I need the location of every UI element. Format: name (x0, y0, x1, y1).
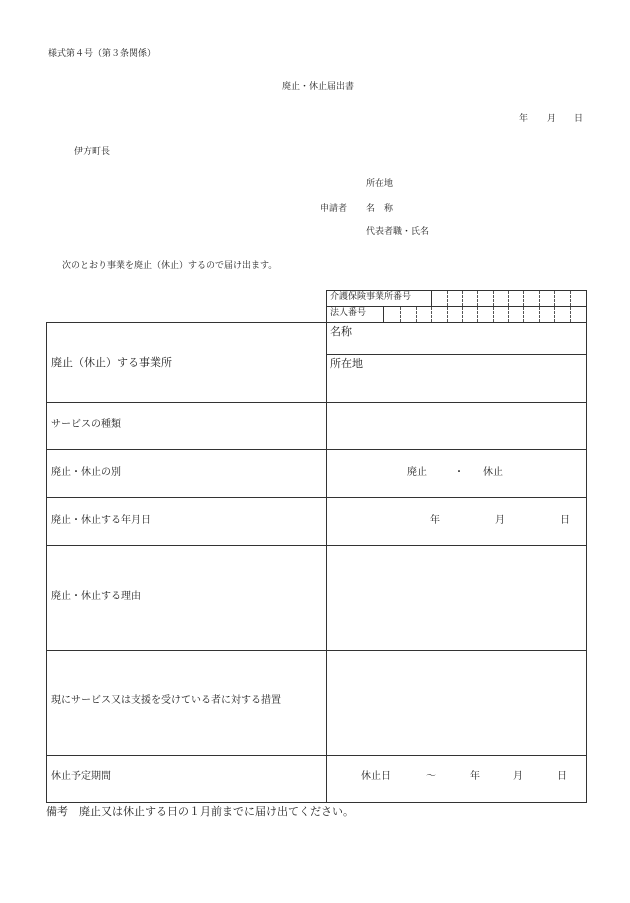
abolish-date-day: 日 (560, 515, 570, 526)
digit-separator (554, 307, 555, 322)
digit-separator (477, 291, 478, 306)
digit-separator (416, 307, 417, 322)
abolish-date-year: 年 (430, 515, 440, 526)
row-divider (46, 402, 587, 403)
page-title: 廃止・休止届出書 (282, 82, 355, 92)
digit-separator (493, 307, 494, 322)
office-subdivider (326, 354, 587, 355)
intro-text: 次のとおり事業を廃止（休止）するので届け出ます。 (62, 261, 278, 271)
abolish-date-month: 月 (495, 515, 505, 526)
row-divider (46, 449, 587, 450)
care-code-label-divider (431, 290, 432, 307)
period-day: 日 (557, 771, 567, 782)
addressee: 伊方町長 (74, 147, 111, 157)
digit-separator (508, 307, 509, 322)
row-divider (46, 755, 587, 756)
date-month: 月 (547, 114, 557, 124)
digit-separator (447, 307, 448, 322)
measures-label: 現にサービス又は支援を受けている者に対する措置 (51, 695, 281, 706)
abolish-suspend-type-label: 廃止・休止の別 (51, 467, 121, 478)
applicant-role-label: 申請者 (320, 204, 348, 214)
form-number: 様式第４号（第３条関係） (48, 49, 157, 59)
corp-code-label-divider (383, 306, 384, 323)
digit-separator (431, 307, 432, 322)
type-suspend-option: 休止 (483, 467, 503, 478)
office-name-label: 名称 (330, 325, 352, 338)
applicant-name-label: 名 称 (366, 204, 394, 214)
row-divider (46, 497, 587, 498)
code-divider (326, 306, 587, 307)
digit-separator (462, 307, 463, 322)
type-separator: ・ (454, 467, 464, 478)
applicant-address-label: 所在地 (366, 179, 394, 189)
digit-separator (539, 291, 540, 306)
office-label: 廃止（休止）する事業所 (51, 356, 172, 369)
abolish-date-label: 廃止・休止する年月日 (51, 515, 151, 526)
corporate-number-label: 法人番号 (330, 308, 367, 318)
digit-separator (493, 291, 494, 306)
row-divider (46, 545, 587, 546)
type-abolish-option: 廃止 (407, 467, 427, 478)
digit-separator (447, 291, 448, 306)
reason-label: 廃止・休止する理由 (51, 591, 141, 602)
suspension-period-label: 休止予定期間 (51, 771, 111, 782)
digit-separator (570, 291, 571, 306)
row-divider (46, 650, 587, 651)
digit-separator (523, 307, 524, 322)
column-divider (326, 322, 327, 803)
digit-separator (477, 307, 478, 322)
date-day: 日 (574, 114, 584, 124)
care-insurance-number-label: 介護保険事業所番号 (330, 292, 412, 302)
period-suspend-day-label: 休止日 (361, 771, 391, 782)
digit-separator (523, 291, 524, 306)
office-address-label: 所在地 (330, 357, 363, 370)
digit-separator (539, 307, 540, 322)
service-type-label: サービスの種類 (51, 419, 121, 430)
main-table (46, 322, 587, 803)
period-year: 年 (470, 771, 480, 782)
digit-separator (462, 291, 463, 306)
digit-separator (508, 291, 509, 306)
period-tilde: ～ (426, 771, 436, 782)
applicant-rep-label: 代表者職・氏名 (366, 227, 430, 237)
remarks: 備考 廃止又は休止する日の１月前までに届け出てください。 (46, 805, 354, 818)
date-year: 年 (519, 114, 529, 124)
digit-separator (400, 307, 401, 322)
digit-separator (554, 291, 555, 306)
period-month: 月 (513, 771, 523, 782)
digit-separator (570, 307, 571, 322)
